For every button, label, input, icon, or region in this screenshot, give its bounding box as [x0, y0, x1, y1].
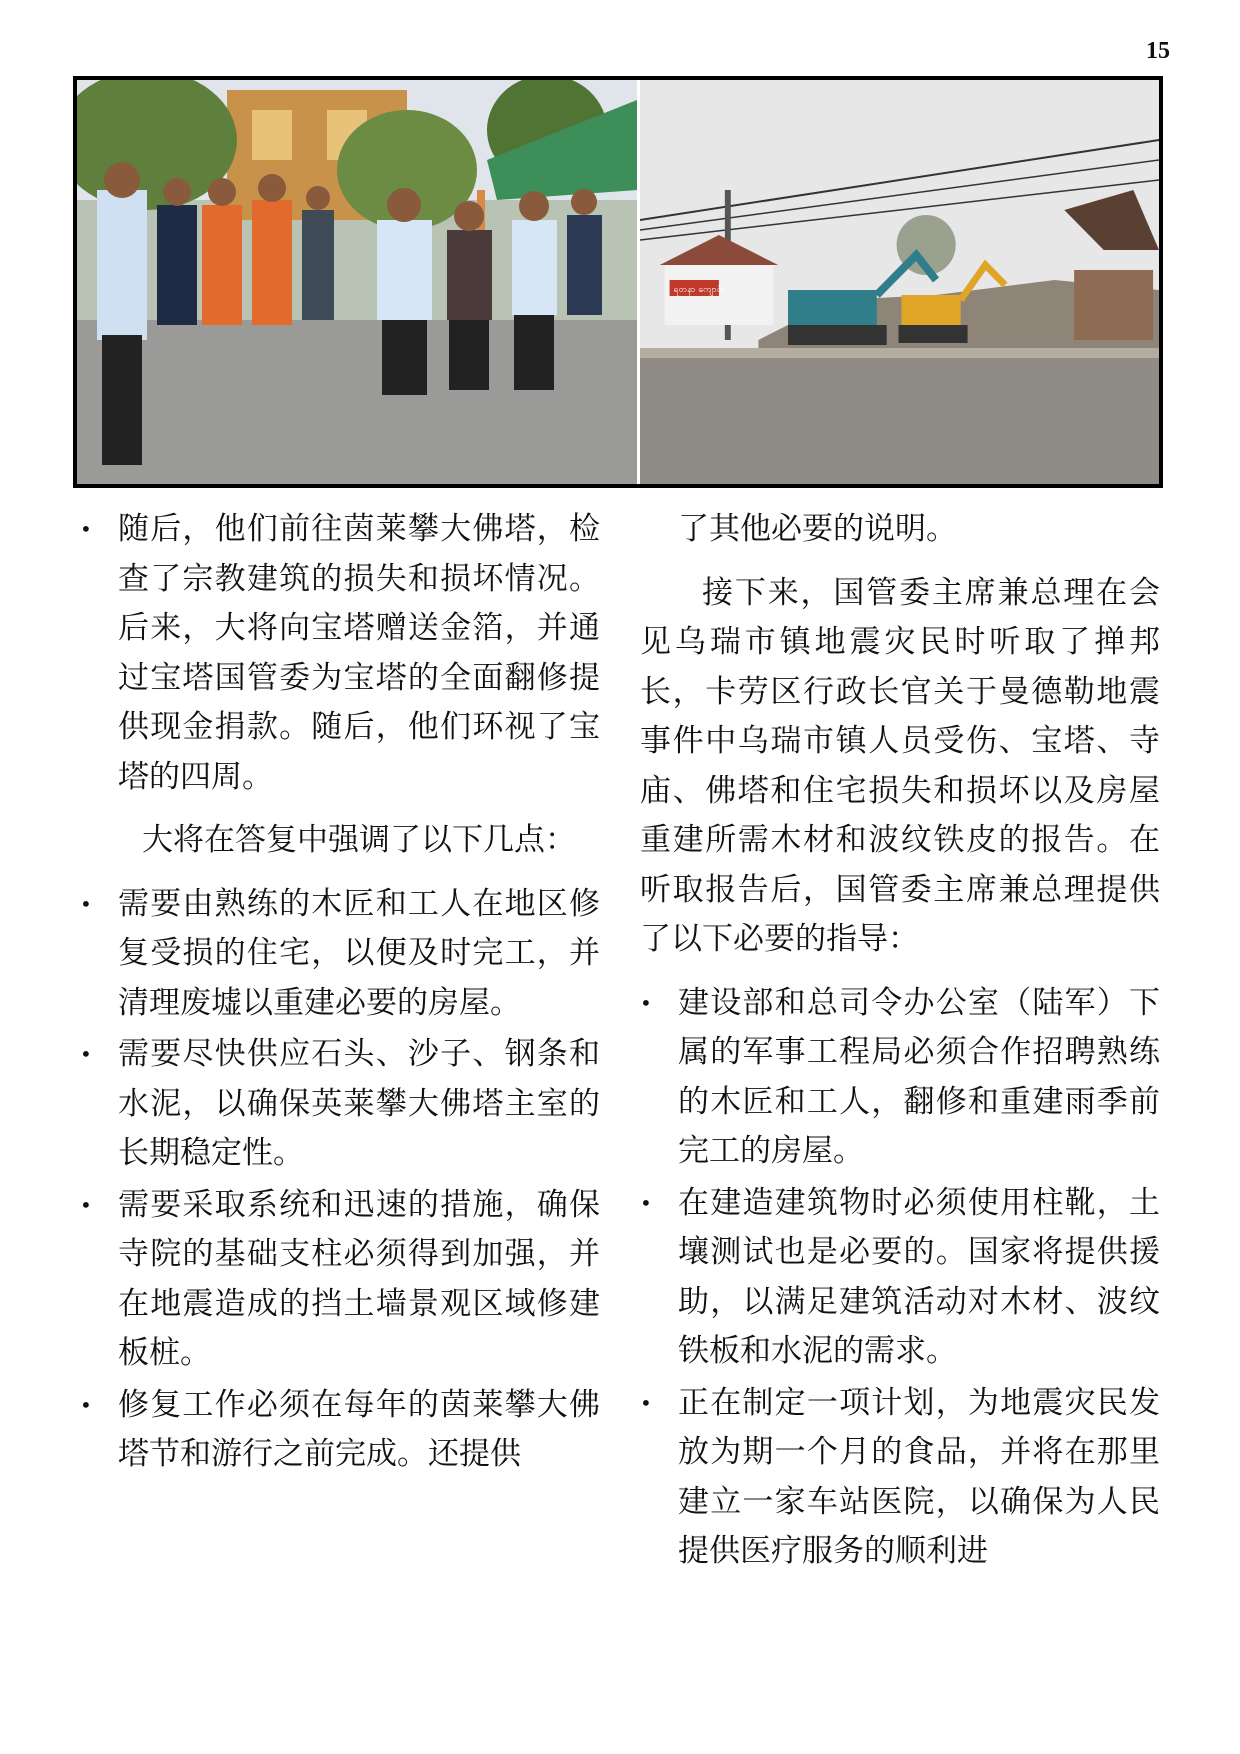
photo-demolition-site: [640, 80, 1159, 484]
bullet-glyph: •: [640, 1190, 652, 1215]
bullet-glyph: •: [80, 1192, 92, 1217]
bullet-text: 在建造建筑物时必须使用柱靴，土壤测试也是必要的。国家将提供援助，以满足建筑活动对木材、波纹铁板和水泥的需求。: [678, 1184, 1160, 1369]
left-bullet-list: [80, 880, 600, 1480]
bullet-text: 需要采取系统和迅速的措施，确保寺院的基础支柱必须得到加强，并在地震造成的挡土墙景观区域修建板桩。: [118, 1186, 600, 1371]
list-item: [80, 1181, 600, 1379]
bullet-glyph: •: [640, 990, 652, 1015]
list-item: [640, 1379, 1160, 1577]
bullet-glyph: •: [80, 891, 92, 916]
right-column: [640, 505, 1160, 1577]
continuation-text: 了其他必要的说明。: [678, 511, 957, 547]
list-item: [80, 1381, 600, 1480]
left-column: [80, 505, 600, 1480]
list-item: [80, 505, 600, 802]
page-number: 15: [1146, 38, 1170, 64]
bullet-glyph: •: [80, 517, 92, 541]
bullet-text: 修复工作必须在每年的茵莱攀大佛塔节和游行之前完成。还提供: [118, 1386, 600, 1472]
bullet-glyph: •: [640, 1390, 652, 1415]
photo-strip: [73, 76, 1163, 488]
photo-officials-inspection: [77, 80, 640, 484]
paragraph: 接下来，国管委主席兼总理在会见乌瑞市镇地震灾民时听取了掸邦长，卡劳区行政长官关于曼德勒地震事件中乌瑞市镇人员受伤、宝塔、寺庙、佛塔和住宅损失和损坏以及房屋重建所需木材和波纹铁皮的报告。在听取报告后，国管委主席兼总理提供了以下必要的指导：: [640, 574, 1160, 957]
sign-text: ရတနာ ကျောင်း: [673, 284, 725, 296]
list-item: [640, 979, 1160, 1177]
bullet-glyph: •: [80, 1042, 92, 1066]
paragraph: 大将在答复中强调了以下几点：: [142, 822, 576, 858]
left-bullet-list-intro: [80, 505, 600, 802]
list-item: [640, 1179, 1160, 1377]
bullet-text: 建设部和总司令办公室（陆军）下属的军事工程局必须合作招聘熟练的木匠和工人，翻修和重建雨季前完工的房屋。: [678, 984, 1160, 1169]
bullet-glyph: •: [80, 1392, 92, 1417]
bullet-text: 随后，他们前往茵莱攀大佛塔，检查了宗教建筑的损失和损坏情况。后来，大将向宝塔赠送金箔，并通过宝塔国管委为宝塔的全面翻修提供现金捐款。随后，他们环视了宝塔的四周。: [118, 511, 600, 795]
bullet-text: 需要由熟练的木匠和工人在地区修复受损的住宅，以便及时完工，并清理废墟以重建必要的房屋。: [118, 885, 600, 1021]
bullet-text: 需要尽快供应石头、沙子、钢条和水泥，以确保英莱攀大佛塔主室的长期稳定性。: [118, 1036, 600, 1171]
officials-photo-illustration: [77, 80, 637, 484]
list-item: [80, 1030, 600, 1179]
demolition-photo-illustration: [640, 80, 1159, 484]
bullet-text: 正在制定一项计划，为地震灾民发放为期一个月的食品，并将在那里建立一家车站医院，以确保为人民提供医疗服务的顺利进: [678, 1384, 1160, 1569]
list-item: [80, 880, 600, 1029]
right-bullet-list: [640, 979, 1160, 1577]
